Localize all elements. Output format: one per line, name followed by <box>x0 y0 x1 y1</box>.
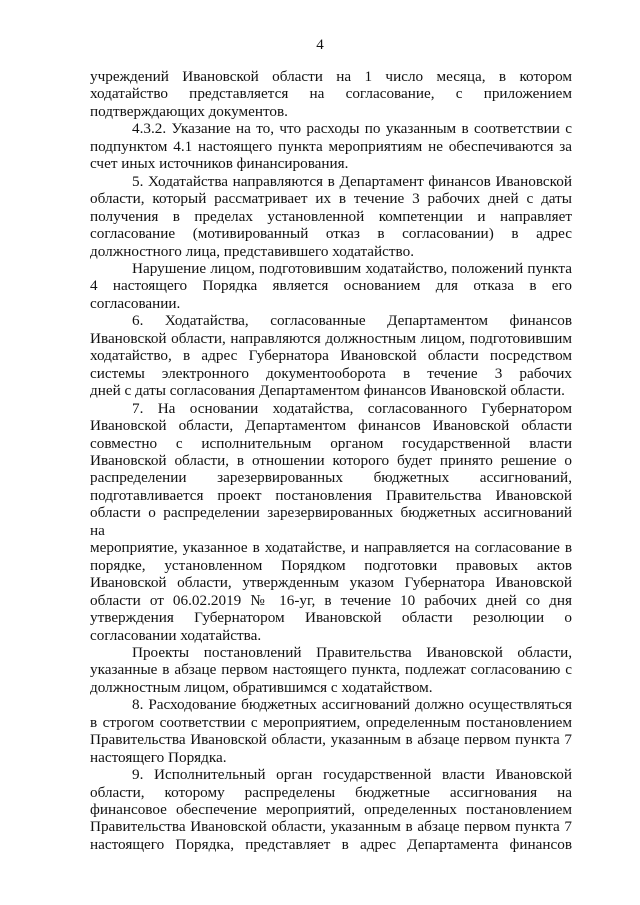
text-line: Ивановской области, направляются должностным лицом, подготовившим <box>90 329 572 347</box>
text-line: области о распределении зарезервированных бюджетных ассигнований на <box>90 504 572 539</box>
text-line: области, которому распределены бюджетные ассигнования на <box>90 783 572 801</box>
text-line: указанные в абзаце первом настоящего пункта, подлежат согласованию с <box>90 661 572 679</box>
text-line: 5. Ходатайства направляются в Департамент финансов Ивановской <box>132 172 572 190</box>
text-line: Нарушение лицом, подготовившим ходатайство, положений пункта <box>132 259 572 277</box>
text-line: должностным лицом, обратившимся с ходатайством. <box>90 678 433 696</box>
text-line: 4.3.2. Указание на то, что расходы по указанным в соответствии с <box>132 120 572 138</box>
text-line: Правительства Ивановской области, указанным в абзаце первом пункта 7 <box>90 818 572 836</box>
text-line: ходатайство, в адрес Губернатора Ивановской области посредством <box>90 347 572 365</box>
text-line: подтверждающих документов. <box>90 102 288 120</box>
text-line: 9. Исполнительный орган государственной власти Ивановской <box>132 766 572 784</box>
text-line: настоящего Порядка, представляет в адрес Департамента финансов <box>90 835 572 853</box>
text-line: Ивановской области, Департаментом финансов Ивановской области <box>90 417 572 435</box>
text-line: получения в пределах установленной компетенции и направляет <box>90 207 572 225</box>
text-line: должностного лица, представившего ходатайство. <box>90 242 415 260</box>
text-line: согласовании ходатайства. <box>90 626 262 644</box>
page-number: 4 <box>316 37 324 53</box>
text-line: Правительства Ивановской области, указанным в абзаце первом пункта 7 <box>90 731 572 749</box>
text-line: порядке, установленном Порядком подготовки правовых актов <box>90 556 572 574</box>
text-line: 4 настоящего Порядка является основанием для отказа в его <box>90 277 572 295</box>
text-line: ходатайство представляется на согласование, с приложением <box>90 85 572 103</box>
text-line: подпунктом 4.1 настоящего пункта мероприятиям не обеспечиваются за <box>90 137 572 155</box>
text-line: учреждений Ивановской области на 1 число месяца, в котором <box>90 68 572 85</box>
text-line: 8. Расходование бюджетных ассигнований должно осуществляться <box>132 696 572 714</box>
text-line: утверждения Губернатором Ивановской области резолюции о <box>90 609 572 627</box>
text-line: совместно с исполнительным органом государственной власти <box>90 434 572 452</box>
text-line: подготавливается проект постановления Правительства Ивановской <box>90 486 572 504</box>
text-line: распределении зарезервированных бюджетных ассигнований, <box>90 469 572 487</box>
text-line: дней с даты согласования Департаментом финансов Ивановской области. <box>90 382 565 400</box>
text-line: Ивановской области, в отношении которого будет принято решение о <box>90 451 572 469</box>
text-line: области от 06.02.2019 № 16-уг, в течение 10 рабочих дней со дня <box>90 591 572 609</box>
document-body <box>90 68 572 853</box>
text-line: согласовании. <box>90 294 181 312</box>
text-line: в строгом соответствии с мероприятием, определенным постановлением <box>90 713 572 731</box>
text-line: настоящего Порядка. <box>90 748 227 766</box>
text-line: финансовое обеспечение мероприятий, определенных постановлением <box>90 801 572 819</box>
text-line: согласование (мотивированный отказ в согласовании) в адрес <box>90 225 572 243</box>
text-line: системы электронного документооборота в течение 3 рабочих <box>90 364 572 382</box>
text-line: области, который рассматривает их в течение 3 рабочих дней с даты <box>90 190 572 208</box>
text-line: 6. Ходатайства, согласованные Департаментом финансов <box>132 312 572 330</box>
text-line: Проекты постановлений Правительства Ивановской области, <box>132 643 572 661</box>
text-line: Ивановской области, утвержденным указом Губернатора Ивановской <box>90 574 572 592</box>
text-line: счет иных источников финансирования. <box>90 155 349 173</box>
text-line: мероприятие, указанное в ходатайстве, и направляется на согласование в <box>90 539 572 557</box>
text-line: 7. На основании ходатайства, согласованного Губернатором <box>132 399 572 417</box>
